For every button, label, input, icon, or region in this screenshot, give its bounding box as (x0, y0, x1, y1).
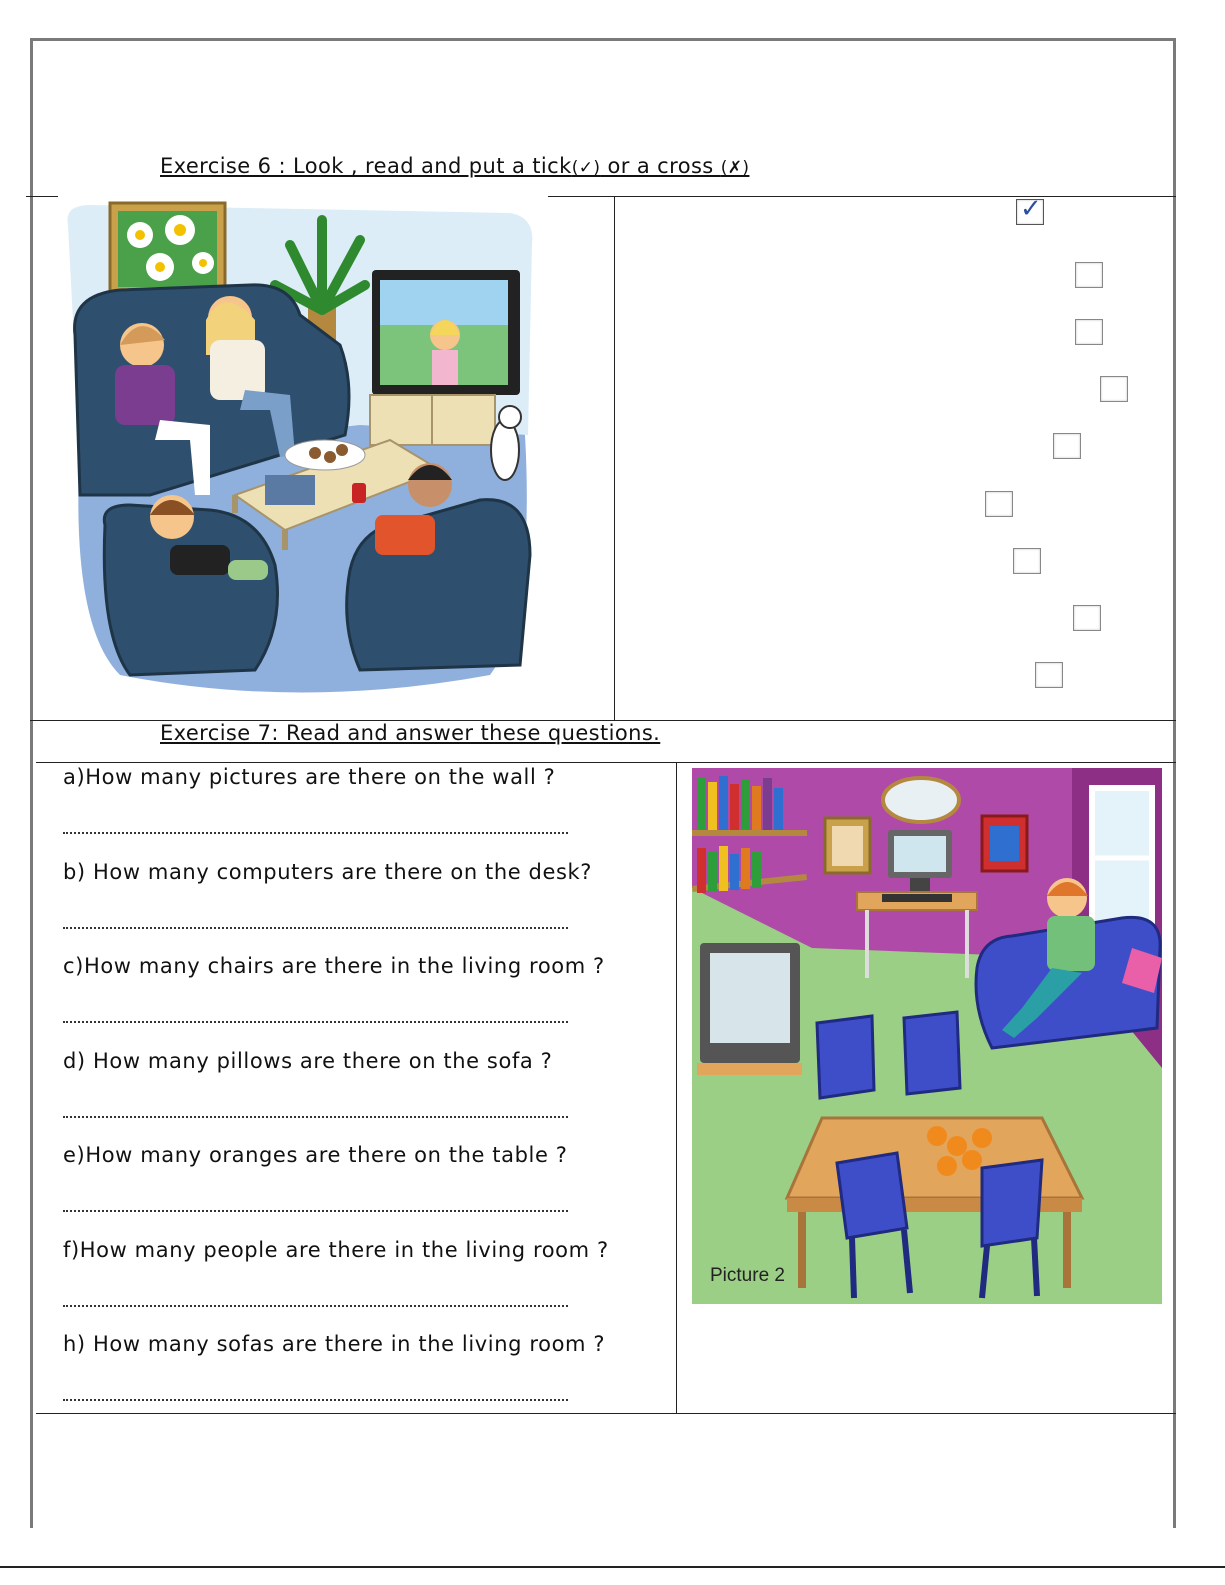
picture-2-illustration (692, 768, 1162, 1304)
tick-checkbox-3[interactable] (1075, 319, 1103, 345)
page-frame-left (30, 38, 33, 1528)
tick-checkbox-4[interactable] (1100, 376, 1128, 402)
exercise-7-title: Exercise 7: Read and answer these questions. (160, 721, 661, 745)
question-h: h) How many sofas are there in the living room ? (63, 1332, 606, 1356)
answer-line-f[interactable] (63, 1305, 568, 1307)
exercise-6-title (160, 154, 749, 178)
tick-checkbox-7[interactable] (1013, 548, 1041, 574)
picture-2-label: Picture 2 (710, 1265, 785, 1286)
check-mark-icon: ✓ (1020, 194, 1042, 224)
question-f: f)How many people are there in the living room ? (63, 1238, 609, 1262)
living-room-friends-illustration (60, 195, 540, 705)
tick-checkbox-1[interactable] (1016, 194, 1044, 225)
tick-checkbox-9[interactable] (1035, 662, 1063, 688)
answer-line-d[interactable] (63, 1116, 568, 1118)
tick-checkbox-8[interactable] (1073, 605, 1101, 631)
answer-line-c[interactable] (63, 1021, 568, 1023)
question-e: e)How many oranges are there on the table ? (63, 1143, 568, 1167)
answer-line-a[interactable] (63, 832, 568, 834)
answer-line-b[interactable] (63, 927, 568, 929)
ex7-table-divider (676, 762, 677, 1414)
answer-line-h[interactable] (63, 1399, 568, 1401)
ex6-table-top-left-line (26, 196, 58, 197)
question-c: c)How many chairs are there in the living room ? (63, 954, 605, 978)
question-b: b) How many computers are there on the desk? (63, 860, 593, 884)
page-frame-top (30, 38, 1176, 41)
tick-symbol: (✓) (571, 158, 601, 178)
page-bottom-border (0, 1566, 1225, 1568)
page-frame-right (1173, 38, 1176, 1528)
exercise-6-title-text: Exercise 6 : Look , read and put a tick (160, 154, 572, 178)
answer-line-e[interactable] (63, 1210, 568, 1212)
tick-checkbox-2[interactable] (1075, 262, 1103, 288)
ex6-table-top-right-line (548, 196, 1176, 197)
ex6-table-divider (614, 196, 615, 720)
tick-checkbox-6[interactable] (985, 491, 1013, 517)
cross-symbol: (✗) (720, 158, 750, 178)
question-a: a)How many pictures are there on the wall ? (63, 765, 556, 789)
ex7-table-top-line (36, 762, 1176, 763)
ex7-table-bottom-line (36, 1413, 1176, 1414)
tick-checkbox-5[interactable] (1053, 433, 1081, 459)
question-d: d) How many pillows are there on the sofa ? (63, 1049, 553, 1073)
cross-text: or a cross (600, 154, 721, 178)
